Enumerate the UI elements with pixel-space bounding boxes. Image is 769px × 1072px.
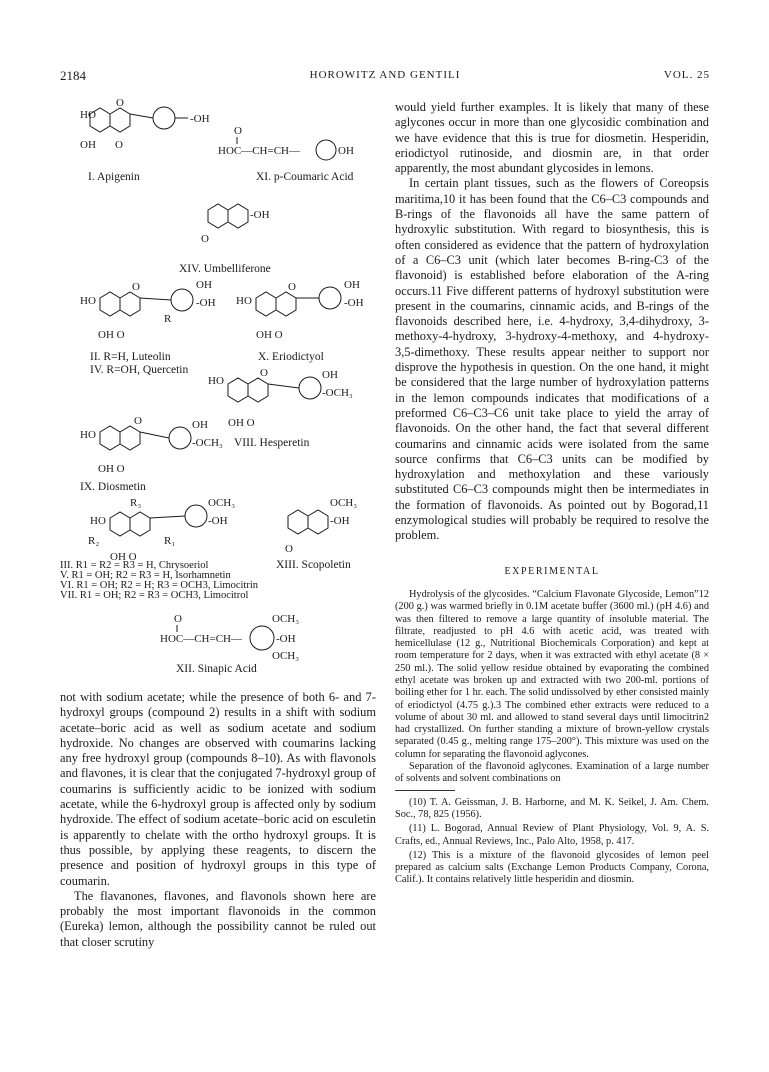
footnote-10: (10) T. A. Geissman, J. B. Harborne, and M. K. Seikel, J. Am. Chem. Soc., 78, 825 (1956). <box>395 796 709 820</box>
scopoletin-caption: XIII. Scopoletin <box>276 559 351 571</box>
svg-text:O: O <box>288 281 296 293</box>
svg-text:OH O: OH O <box>110 551 137 563</box>
svg-text:-OH: -OH <box>344 297 364 309</box>
svg-text:R₁: R₁ <box>164 535 176 547</box>
svg-text:O: O <box>285 543 293 555</box>
sinapic-caption: XII. Sinapic Acid <box>176 663 257 675</box>
left-paragraph-1: not with sodium acetate; while the presence of both 6- and 7-hydroxyl groups (compound 2) results in a shift with sodium acetate–boric acid as well as sodium acetate and sodium hydroxide. No changes are observed with coumarins lacking any free hydroxyl group (compounds 8–10). As with flavonols and flavones, it is clear that the conjugated 7-hydroxyl group of coumarins is sufficiently acidic to be ionized with sodium acetate, while the 6-hydroxyl group is affected only by sodium hydroxide. The effect of sodium acetate–boric acid on esculetin is apparently to chelate with the ortho hydroxyl groups. It is thus possible, by applying these reagents, to discern the presence and position of hydroxyl groups in this type of coumarin. <box>60 690 376 888</box>
svg-text:-OH: -OH <box>190 113 210 125</box>
svg-text:OCH₃: OCH₃ <box>272 650 300 662</box>
apigenin-structure <box>80 97 210 183</box>
right-paragraph-1: would yield further examples. It is likely that many of these aglycones occur in more than one glycosidic combination and we have evidence that this is true for diosmetin. Hesperidin, eriodictyol rutinoside, and diosmin are, in that order apparently, the most abundant glycosides in lemons. <box>395 100 709 176</box>
right-column <box>395 100 709 889</box>
svg-text:OH O: OH O <box>98 329 125 341</box>
limocitrin-line: VI. R1 = OH; R2 = H; R3 = OCH3, Limocitrin <box>60 580 259 591</box>
experimental-paragraph-2: Separation of the flavonoid aglycones. Examination of a large number of solvents and solvent combinations on <box>395 761 709 785</box>
sinapic-acid-structure <box>160 613 299 662</box>
svg-text:OCH₃: OCH₃ <box>330 497 358 509</box>
diosmetin-caption: IX. Diosmetin <box>80 481 146 493</box>
svg-text:OH: OH <box>192 419 208 431</box>
hesperetin-caption: VIII. Hesperetin <box>234 437 310 449</box>
footnote-11: (11) L. Bogorad, Annual Review of Plant Physiology, Vol. 9, A. S. Crafts, ed., Annual Reviews, Inc., Palo Alto, 1958, p. 417. <box>395 823 709 847</box>
svg-text:HO: HO <box>236 295 252 307</box>
svg-text:-OCH₃: -OCH₃ <box>322 387 353 399</box>
svg-text:R₂: R₂ <box>88 535 100 547</box>
svg-text:O: O <box>134 415 142 427</box>
left-column <box>60 690 376 950</box>
running-header <box>60 68 710 88</box>
isorhamnetin-line: V. R1 = OH; R2 = R3 = H, Isorhamnetin <box>60 570 231 581</box>
svg-text:OCH₃: OCH₃ <box>208 497 236 509</box>
svg-text:OH: OH <box>338 145 354 157</box>
svg-text:HO: HO <box>208 375 224 387</box>
left-paragraph-2: The flavanones, flavones, and flavonols shown here are probably the most important flavonoids in the common (Eureka) lemon, although the possibility cannot be ruled out that closer scrutiny <box>60 888 376 949</box>
svg-text:-OH: -OH <box>250 209 270 221</box>
svg-text:OH: OH <box>196 279 212 291</box>
footnote-divider <box>395 790 455 791</box>
svg-text:O: O <box>115 139 123 151</box>
limocitrol-line: VII. R1 = OH; R2 = R3 = OCH3, Limocitrol <box>60 590 249 601</box>
svg-text:HO: HO <box>80 109 96 121</box>
luteolin-quercetin-structure <box>80 279 216 376</box>
apigenin-caption: I. Apigenin <box>88 171 140 183</box>
svg-text:HO: HO <box>90 515 106 527</box>
umbelliferone-structure <box>179 204 271 275</box>
svg-text:O: O <box>174 613 182 625</box>
svg-text:HO: HO <box>80 295 96 307</box>
eriodictyol-caption: X. Eriodictyol <box>258 351 324 363</box>
svg-text:OH: OH <box>322 369 338 381</box>
right-paragraph-2: In certain plant tissues, such as the flowers of Coreopsis maritima,10 it has been found that the C6–C3 compounds and B-rings of the flavonoids all have the same pattern of hydroxylic substitution. With regard to biosynthesis, this is often considered as evidence that the pattern of hydroxylation of a C6–C3 unit (which later becomes B-ring-C3 of the flavonoid) is established before elaboration of the A-ring occurs.11 Five different patterns of hydroxyl substitution were present in the coumarins, cinnamic acids, and B-rings of the flavonoids described here, i.e. 4-hydroxy, 3,4-dihydroxy, 3-methoxy-4-hydroxy, 3-hydroxy-4-methoxy, and 4-hydroxy-3,5-dimethoxy. These results appear neither to support nor disprove the hypothesis in question. On the one hand, it might be considered that the large number of hydroxylation patterns in the lemon compounds indicates that modifications of a preformed C6–C3–C6 unit take place to yield the array of flavonoids. On the other hand, the fact that several different coumarins and cinnamic acids were isolated from the same source confirms that C6–C3 units can be modified by hydroxylation and methoxylation and these variously substituted C6–C3 compounds might then be intermediates in the formation of flavonoids. As pointed out by Bogorad,11 enzymological studies will probably be required to resolve the problem. <box>395 176 709 543</box>
footnote-12: (12) This is a mixture of the flavonoid glycosides of lemon peel prepared as calcium salts (Exchange Lemon Products Company, Corona, Calif.). It contains relatively little hesperidin and diosmin. <box>395 849 709 886</box>
svg-text:OCH₃: OCH₃ <box>272 613 300 625</box>
chemical-structures-figure <box>60 92 380 667</box>
experimental-heading: EXPERIMENTAL <box>504 565 600 577</box>
running-title: HOROWITZ AND GENTILI <box>309 69 461 81</box>
volume-label: VOL. 25 <box>663 69 710 81</box>
svg-text:OH O: OH O <box>256 329 283 341</box>
svg-text:-OCH₃: -OCH₃ <box>192 437 223 449</box>
svg-text:OH O: OH O <box>98 463 125 475</box>
svg-text:O: O <box>260 367 268 379</box>
scopoletin-structure <box>276 497 357 571</box>
svg-text:HOC—CH=CH—: HOC—CH=CH— <box>160 633 242 645</box>
eriodictyol-structure <box>236 279 364 363</box>
svg-text:OH: OH <box>344 279 360 291</box>
coumaric-acid-structure <box>218 125 354 183</box>
footnotes <box>395 797 709 887</box>
substituent-legend <box>60 560 259 601</box>
chrysoeriol-series-structure <box>88 497 235 563</box>
luteolin-caption: II. R=H, Luteolin <box>90 351 171 363</box>
umbelliferone-caption: XIV. Umbelliferone <box>179 263 271 275</box>
chrysoeriol-line: III. R1 = R2 = R3 = H, Chrysoeriol <box>60 560 209 571</box>
svg-text:O: O <box>132 281 140 293</box>
svg-text:-OH: -OH <box>208 515 228 527</box>
svg-text:OH O: OH O <box>228 417 255 429</box>
coumaric-caption: XI. p-Coumaric Acid <box>256 171 354 183</box>
hesperetin-structure <box>208 367 353 429</box>
svg-text:-OH: -OH <box>330 515 350 527</box>
svg-text:-OH: -OH <box>196 297 216 309</box>
svg-text:OH: OH <box>80 139 96 151</box>
page-number: 2184 <box>60 68 86 83</box>
svg-text:O: O <box>234 125 242 137</box>
svg-text:O: O <box>201 233 209 245</box>
svg-text:O: O <box>116 97 124 109</box>
quercetin-caption: IV. R=OH, Quercetin <box>90 364 189 376</box>
diosmetin-structure <box>80 415 310 493</box>
experimental-paragraph-1: Hydrolysis of the glycosides. “Calcium Flavonate Glycoside, Lemon”12 (200 g.) was warmed briefly in 0.1M acetate buffer (3600 ml.) (pH 4.6) and was then filtered to remove a large quantity of insoluble material. The filtrate, readjusted to pH 4.6 with acetic acid, was treated with hemicellulase (12 g., Nutritional Biochemicals Corporation) and kept at room temperature for 2 days, when it was extracted with ethyl acetate (8 × 250 ml.). The solid yellow residue obtained by evaporating the combined ethyl acetate was broken up and extracted with two 200-ml. portions of boiling ether for 1 hr. each. The solid undissolved by ether consisted mainly of eriodictyol (4.75 g.).3 The combined ether extracts were reduced to a volume of about 30 ml. and allowed to stand several days until limocitrin2 had crystallized. On further standing a mixture of brown-yellow crystals separated (0.45 g., melting range 175–200°). This mixture was used on the column for separating the flavonoid aglycones. <box>395 588 709 760</box>
svg-text:R: R <box>164 313 172 325</box>
svg-text:R₃: R₃ <box>130 497 142 509</box>
svg-text:HOC—CH=CH—: HOC—CH=CH— <box>218 145 300 157</box>
svg-text:-OH: -OH <box>276 633 296 645</box>
svg-text:HO: HO <box>80 429 96 441</box>
